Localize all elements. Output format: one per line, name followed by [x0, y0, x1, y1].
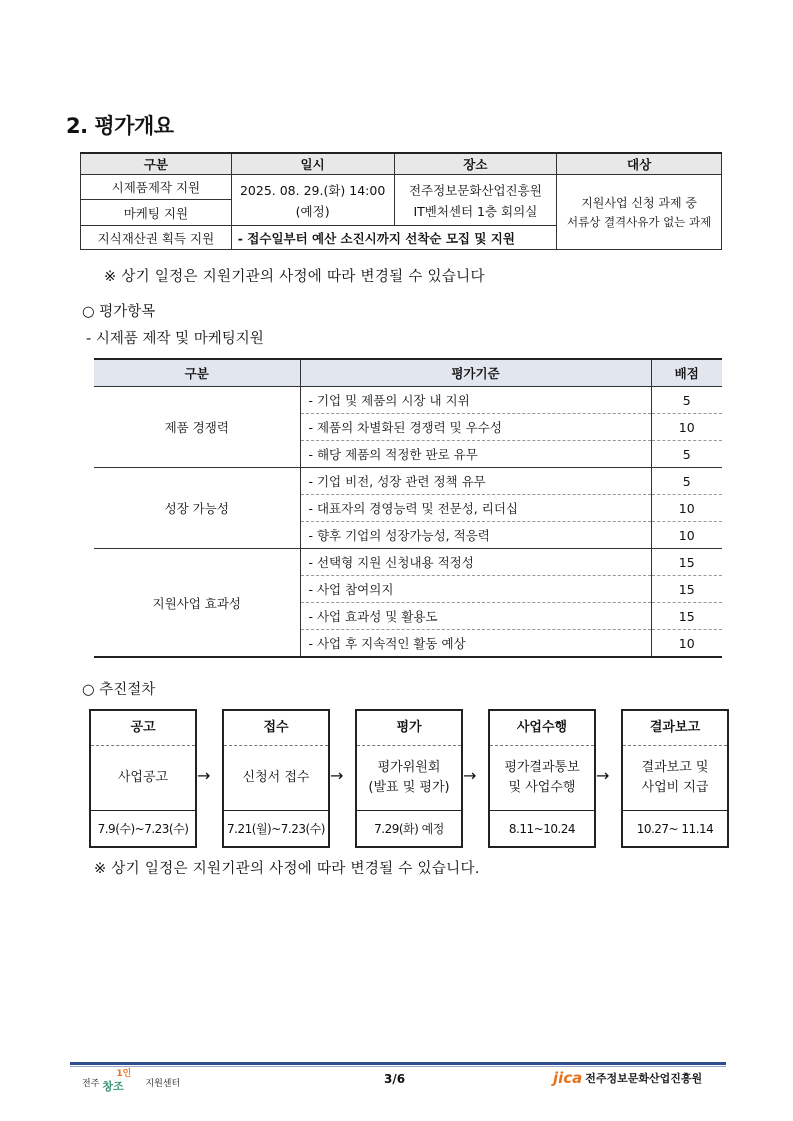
- schedule-note: ※ 상기 일정은 지원기관의 사정에 따라 변경될 수 있습니다: [104, 269, 485, 285]
- criterion: - 제품의 차별화된 경쟁력 및 우수성: [300, 414, 651, 441]
- schedule-table: [80, 152, 722, 250]
- step-body-line1: 사업공고: [117, 770, 169, 785]
- footer-left-suffix: 지원센터: [145, 1079, 181, 1089]
- points: 15: [651, 603, 722, 630]
- step-title: 평가: [357, 711, 461, 746]
- step-body-line2: 및 사업수행: [508, 780, 576, 795]
- step-reception: [222, 709, 330, 848]
- footer-left-prefix: 전주: [82, 1079, 100, 1089]
- step-announcement: [89, 709, 197, 848]
- group-effectiveness: 지원사업 효과성: [94, 549, 300, 658]
- logo-number: 1인: [116, 1069, 132, 1079]
- step-body: [623, 746, 727, 811]
- page-number: 3/6: [384, 1072, 406, 1086]
- process-note: ※ 상기 일정은 지원기관의 사정에 따라 변경될 수 있습니다.: [94, 861, 480, 877]
- points: 5: [651, 468, 722, 495]
- place-cell: [394, 175, 557, 226]
- creative-logo-icon: [102, 1070, 142, 1092]
- eval-header-category: 구분: [94, 359, 300, 387]
- eval-items-subtitle: - 시제품 제작 및 마케팅지원: [86, 331, 264, 347]
- process-title: ○ 추진절차: [82, 682, 156, 698]
- logo-text: 창조: [102, 1080, 124, 1093]
- step-body-line1: 신청서 접수: [242, 770, 310, 785]
- step-report: [621, 709, 729, 848]
- criterion: - 기업 비전, 성장 관련 정책 유무: [300, 468, 651, 495]
- row-label-prototype: 시제품제작 지원: [81, 175, 232, 200]
- ip-note: - 접수일부터 예산 소진시까지 선착순 모집 및 지원: [231, 226, 556, 250]
- step-body-line1: 결과보고 및: [641, 760, 709, 775]
- points: 15: [651, 549, 722, 576]
- col-header-place: 장소: [394, 153, 557, 175]
- row-label-marketing: 마케팅 지원: [81, 200, 232, 226]
- points: 10: [651, 630, 722, 658]
- step-date: 7.29(화) 예정: [374, 822, 444, 836]
- step-date: 10.27~ 11.14: [636, 821, 714, 836]
- points: 10: [651, 414, 722, 441]
- eval-items-title: ○ 평가항목: [82, 304, 156, 320]
- target-line1: 지원사업 신청 과제 중: [581, 196, 697, 210]
- step-body-line2: (발표 및 평가): [368, 780, 450, 795]
- arrow-right-icon: →: [596, 766, 610, 785]
- step-date: 7.21(월)~7.23(수): [227, 822, 325, 836]
- arrow-right-icon: →: [463, 766, 477, 785]
- place-line2: IT벤처센터 1층 회의실: [413, 203, 538, 219]
- points: 10: [651, 522, 722, 549]
- criterion: - 향후 기업의 성장가능성, 적응력: [300, 522, 651, 549]
- step-body-line1: 평가결과통보: [504, 760, 580, 775]
- col-header-target: 대상: [557, 153, 722, 175]
- points: 10: [651, 495, 722, 522]
- step-body: [490, 746, 594, 811]
- datetime-line1: 2025. 08. 29.(화) 14:00: [239, 182, 386, 198]
- criterion: - 기업 및 제품의 시장 내 지위: [300, 387, 651, 414]
- datetime-cell: [231, 175, 394, 226]
- step-body-line2: 사업비 지급: [641, 780, 709, 795]
- target-line2: 서류상 결격사유가 없는 과제: [566, 215, 712, 229]
- points: 5: [651, 441, 722, 468]
- step-evaluation: [355, 709, 463, 848]
- criterion: - 사업 참여의지: [300, 576, 651, 603]
- arrow-right-icon: →: [330, 766, 344, 785]
- footer-right-logo: [553, 1069, 702, 1087]
- table-row: [94, 468, 722, 495]
- col-header-datetime: 일시: [231, 153, 394, 175]
- group-growth: 성장 가능성: [94, 468, 300, 549]
- step-body: [91, 746, 195, 811]
- footer-left-logo: [82, 1070, 180, 1092]
- points: 5: [651, 387, 722, 414]
- datetime-line2: (예정): [295, 203, 330, 219]
- step-execution: [488, 709, 596, 848]
- step-date: 8.11~10.24: [508, 821, 576, 836]
- section-title: 2. 평가개요: [66, 114, 174, 138]
- eval-header-criteria: 평가기준: [300, 359, 651, 387]
- footer-divider: [70, 1062, 726, 1065]
- group-product: 제품 경쟁력: [94, 387, 300, 468]
- criterion: - 대표자의 경영능력 및 전문성, 리더십: [300, 495, 651, 522]
- step-title: 접수: [224, 711, 328, 746]
- jica-logo-icon: jica: [553, 1069, 583, 1087]
- eval-header-points: 배점: [651, 359, 722, 387]
- step-body: [224, 746, 328, 811]
- step-body-line1: 평가위원회: [377, 760, 441, 775]
- step-date: 7.9(수)~7.23(수): [97, 822, 189, 836]
- criterion: - 선택형 지원 신청내용 적정성: [300, 549, 651, 576]
- points: 15: [651, 576, 722, 603]
- row-label-ip: 지식재산권 획득 지원: [81, 226, 232, 250]
- arrow-right-icon: →: [197, 766, 211, 785]
- table-row: [94, 387, 722, 414]
- target-cell: [557, 175, 722, 250]
- step-body: [357, 746, 461, 811]
- col-header-category: 구분: [81, 153, 232, 175]
- criterion: - 사업 효과성 및 활용도: [300, 603, 651, 630]
- step-title: 사업수행: [490, 711, 594, 746]
- criterion: - 해당 제품의 적정한 판로 유무: [300, 441, 651, 468]
- step-title: 공고: [91, 711, 195, 746]
- footer-divider-thin: [70, 1066, 726, 1067]
- footer-org-name: 전주정보문화산업진흥원: [585, 1072, 703, 1085]
- table-row: [94, 549, 722, 576]
- criterion: - 사업 후 지속적인 활동 예상: [300, 630, 651, 658]
- place-line1: 전주정보문화산업진흥원: [408, 182, 542, 198]
- step-title: 결과보고: [623, 711, 727, 746]
- eval-table: [94, 358, 722, 658]
